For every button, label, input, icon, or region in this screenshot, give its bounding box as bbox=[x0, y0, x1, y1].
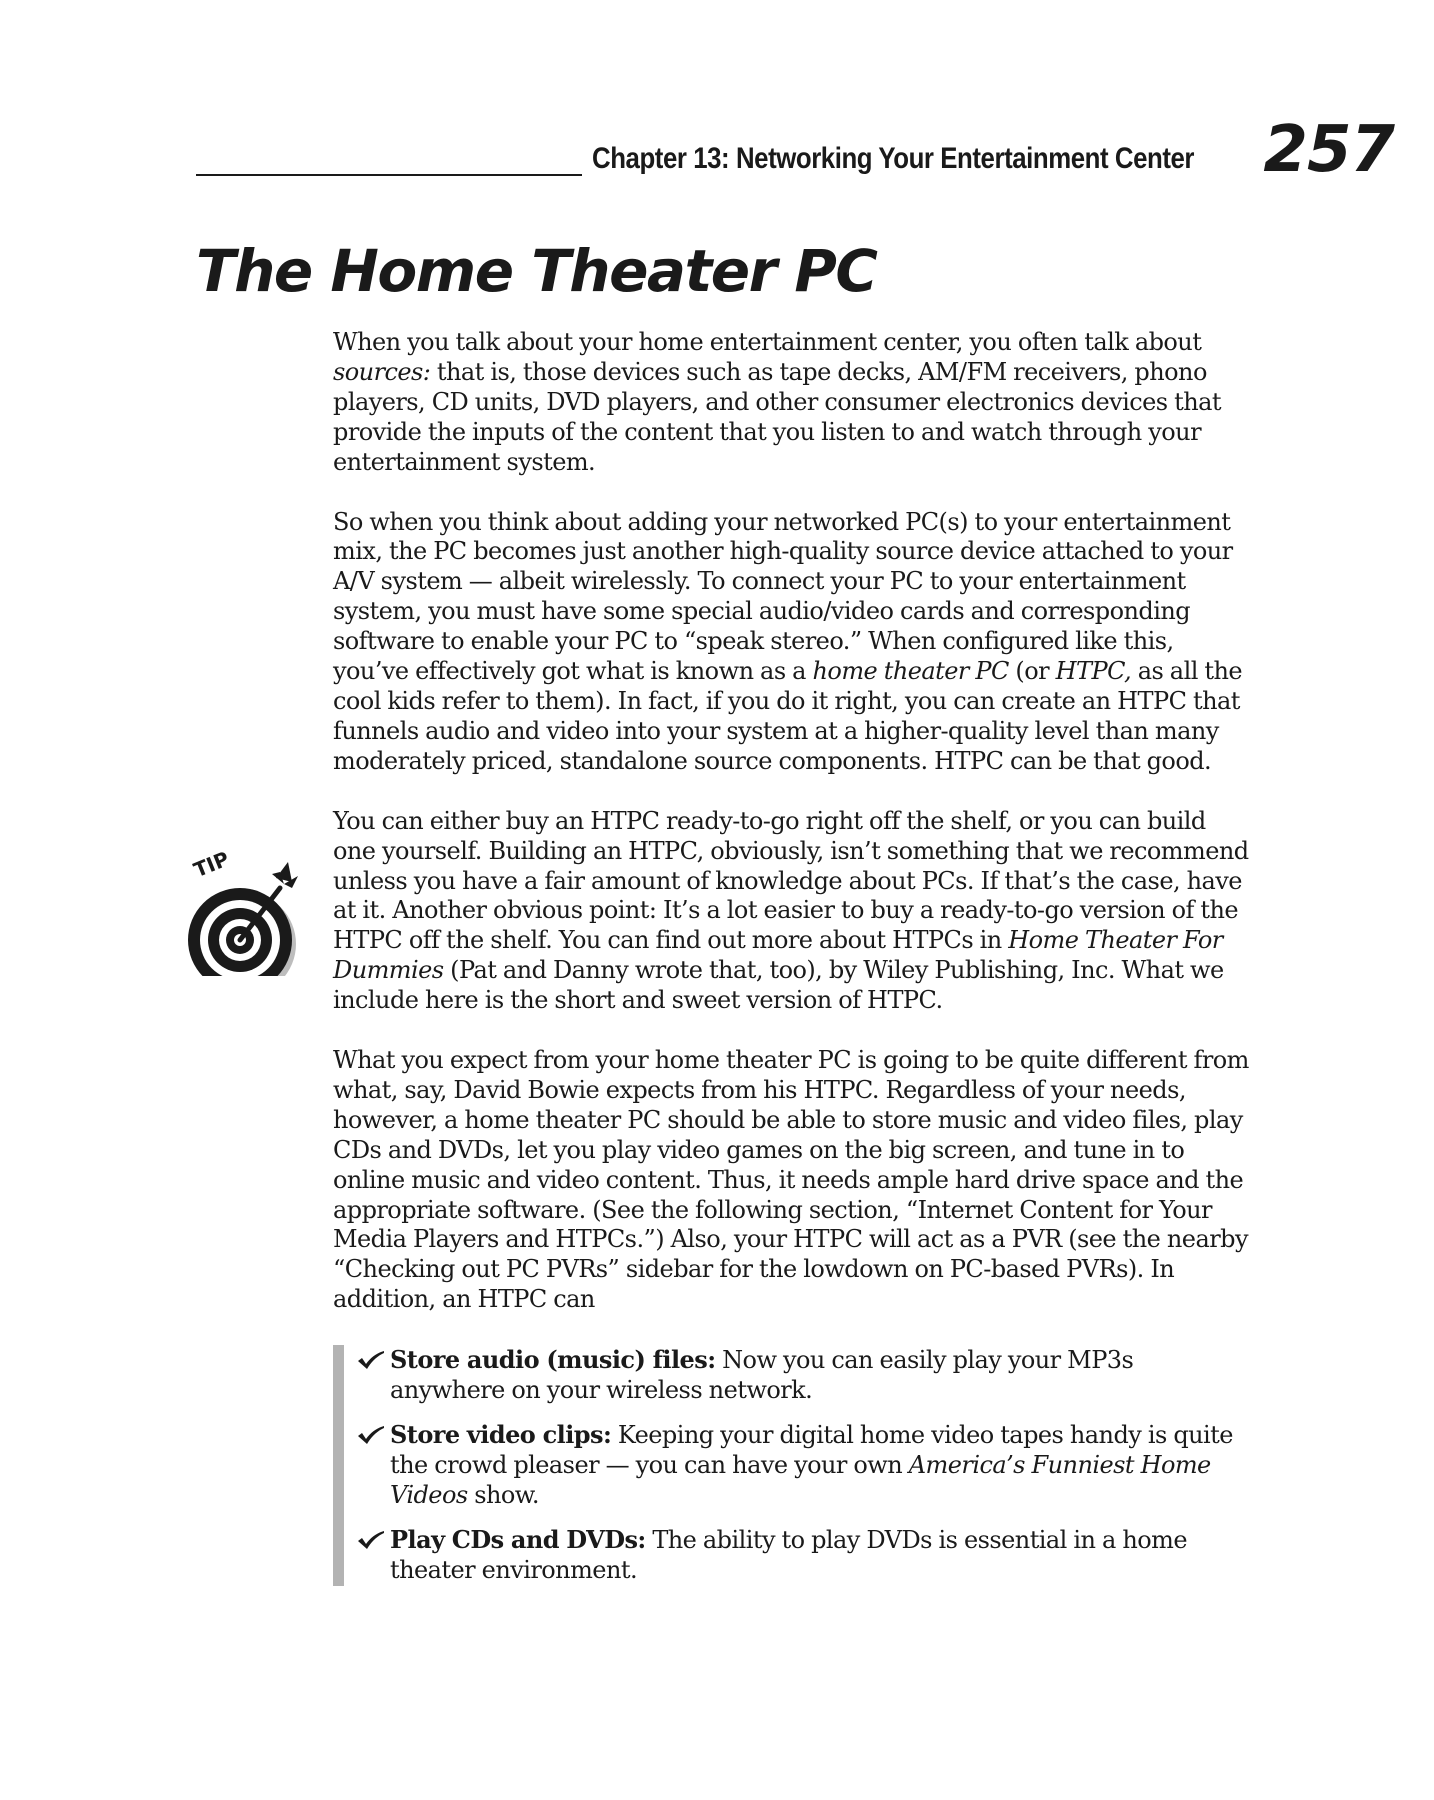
checkmark-icon bbox=[357, 1530, 385, 1550]
bullet-list-bar bbox=[333, 1345, 344, 1585]
tip-paragraph: You can either buy an HTPC ready-to-go right off the shelf, or you can build one yourself. Building an HTPC, obviously, isn’t something that we recommend unless you have a fair amount of knowledge about PCs. If that’s the case, have at it. Another obvious point: It’s a lot easier to buy a ready-to-go version of the HTPC off the shelf. You can find out more about HTPCs in Home Theater For Dummies (Pat and Danny wrote that, too), by Wiley Publishing, Inc. What we include here is the short and sweet version of HTPC. bbox=[333, 806, 1249, 1015]
list-item: Store video clips: Keeping your digital home video tapes handy is quite the crowd pleaser — you can have your own America’s Funniest Home Videos show. bbox=[357, 1420, 1253, 1511]
running-head bbox=[196, 113, 1394, 187]
chapter-title: Chapter 13: Networking Your Entertainment Center bbox=[592, 142, 1195, 175]
list-item: Store audio (music) files: Now you can easily play your MP3s anywhere on your wireless network. bbox=[357, 1345, 1253, 1406]
tip-label: TIP bbox=[190, 846, 233, 883]
checkmark-icon bbox=[357, 1425, 385, 1445]
paragraph: When you talk about your home entertainment center, you often talk about sources: that is, those devices such as tape decks, AM/FM receivers, phono players, CD units, DVD players, and other consumer electronics devices that provide the inputs of the content that you listen to and watch through your entertainment system. bbox=[333, 328, 1221, 476]
tip-target-icon bbox=[188, 838, 306, 976]
paragraph: So when you think about adding your networked PC(s) to your entertainment mix, the PC becomes just another high-quality source device attached to your A/V system — albeit wirelessly. To connect your PC to your entertainment system, you must have some special audio/video cards and corresponding software to enable your PC to “speak stereo.” When configured like this, you’ve effectively got what is known as a home theater PC (or HTPC, as all the cool kids refer to them). In fact, if you do it right, you can create an HTPC that funnels audio and video into your system at a higher-quality level than many moderately priced, standalone source components. HTPC can be that good. bbox=[333, 507, 1243, 775]
page-number: 257 bbox=[1263, 113, 1394, 187]
paragraph: What you expect from your home theater PC is going to be quite different from what, say, David Bowie expects from his HTPC. Regardless of your needs, however, a home theater PC should be able to store music and video files, play CDs and DVDs, let you play video games on the big screen, and tune in to online music and video content. Thus, it needs ample hard drive space and the appropriate software. (See the following section, “Internet Content for Your Media Players and HTPCs.”) Also, your HTPC will act as a PVR (see the nearby “Checking out PC PVRs” sidebar for the lowdown on PC-based PVRs). In addition, an HTPC can bbox=[333, 1046, 1249, 1314]
bullet-list bbox=[333, 1345, 1253, 1585]
list-item: Play CDs and DVDs: The ability to play DVDs is essential in a home theater environment. bbox=[357, 1525, 1253, 1586]
checkmark-icon bbox=[357, 1350, 385, 1370]
body-text bbox=[333, 328, 1253, 1586]
section-title: The Home Theater PC bbox=[196, 237, 877, 305]
header-rule bbox=[196, 174, 582, 176]
